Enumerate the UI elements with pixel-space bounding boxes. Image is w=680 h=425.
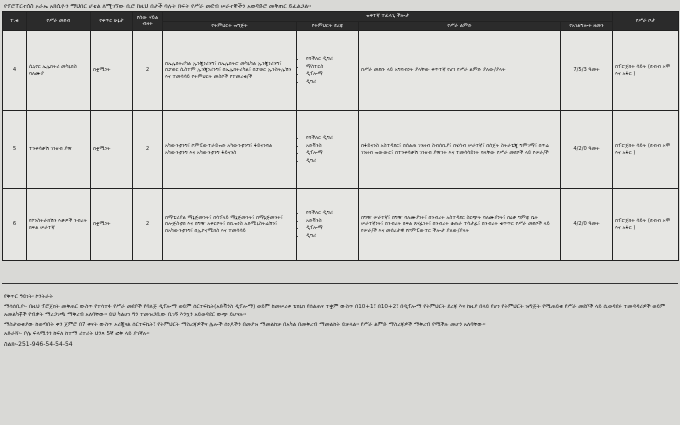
row-location: በፕሮጀክት ሳይት (ደብብ ኦሞ እና አፋር ): [613, 31, 679, 111]
header-education: የትምህርት ዝግጅት: [163, 21, 297, 31]
row-education: በኤሌክትሪካል ኢንጂነሪንግ፣ በኤሌክትሮ መካኒካል ኢንጂነሪንግ፣ በፓወር ሲስተም ኢንጂነሪንግ፣ በኤሌክትሪካል፣ በፓወር ኢንስትሌሽን እና ተመሳሳይ የትምህርት መስኮች የተመረቁ/ች: [163, 31, 297, 111]
header-qty: የሰው ሃይል ብዛት: [133, 12, 163, 31]
row-experience: 4/2/0 ዓመት: [561, 111, 613, 189]
level-item: • የባችለር ዲግሪ: [306, 56, 356, 63]
header-requirements: ዝቅተኛ ተፈላጊ ችሎታ: [163, 12, 613, 22]
row-levels: [297, 31, 359, 111]
row-levels: [297, 189, 359, 261]
row-position: ሲኒየር ኤሌክትሪ መካኒክስ ባለሙያ: [27, 31, 91, 111]
header-experience: የአገልግሎት ዘመን: [561, 21, 613, 31]
requirement-note: ማሳሰቢያ፡- በዚህ ፕሮጀክት መቅጠር ውስጥ የተሳተፉ የሥራ መደቦች የባለጅ ዲፕሎማ ወይም ሰርተፍኬት(አድቫንስ ዲፕሎማ) ወይም ከመሠረቱ ቴክኒክ የሰልጠና ተቋም ውስጥ በ10+1፣ በ10+2፣ በዲፕሎማ የትምህርት ደረጃ እና ከዚያ በላይ የሆነ የትምህርት ዝግጅት የሚጠይቁ የሥራ መደቦች ላይ ሲወዳደሩ ተመዳዳሪዎች ወይም አመልካቾች የብቃት ማረጋገጫ ማቅረብ አለባቸው፡፡ ይህ ካልሆነ ግን ተመዝጋቢው ቢገኝ እንኳን አይወዳደር ውጭ ይሆናሉ፡፡: [4, 303, 666, 319]
level-item: • አድቫንስ: [306, 143, 356, 150]
header-level: የትምህርት ደረጃ: [297, 21, 359, 31]
row-experience: 7/5/3 ዓመት: [561, 31, 613, 111]
row-number: 4: [3, 31, 27, 111]
row-employment: በቋሚነት: [91, 31, 133, 111]
level-item: • ዲፕሎማ: [306, 150, 356, 157]
row-qty: 2: [133, 189, 163, 261]
level-item: • ዲግሪ: [306, 79, 356, 86]
row-employment: በቋሚነት: [91, 111, 133, 189]
level-item: • አድቫንስ: [306, 218, 356, 225]
table-row: [3, 31, 679, 111]
vacancy-table: [2, 11, 679, 261]
header-employment: የቅጥር ሁኔታ: [91, 12, 133, 31]
row-location: በፕሮጀክት ሳይት (ደብብ ኦሞ እና አፋር ): [613, 111, 679, 189]
level-item: • የባችለር ዲግሪ: [306, 135, 356, 142]
employment-type-note: የቅጥር ዓይነት፡ ኮንትራት: [4, 294, 54, 300]
level-item: • ዲፕሎማ: [306, 71, 356, 78]
row-position: የኮንስትራክሽን እቃዎች ንብረት ክፍል ሠራተኛ: [27, 189, 91, 261]
level-item: • ማስተርስ: [306, 64, 356, 71]
row-employment: በቋሚነት: [91, 189, 133, 261]
header-position: የሥራ መደብ: [27, 12, 91, 31]
row-education: በማቴሪያል ማኔጅመንት፣ በሳፕላይ ማኔጅመንት፣ በማኔጅመንት፣ በሎጅስቲክ እና በግዥ አቅርቦት፣ በቢዝነስ አድሚኒስትሬሽን፣ በአካውንቲንግ፣ በኢኮኖሚክስ እና ተመሳሳይ: [163, 189, 297, 261]
row-position: ተንቀሳቃሽ ገንዘብ ያዥ: [27, 111, 91, 189]
row-location: በፕሮጀክት ሳይት (ደብብ ኦሞ እና አፋር ): [613, 189, 679, 261]
divider: [2, 283, 678, 284]
level-item: • ዲግሪ: [306, 233, 356, 240]
row-experience: 4/2/0 ዓመት: [561, 189, 613, 261]
row-levels: [297, 111, 359, 189]
phone-number: ስልክ፡-251-946-54-54-54: [4, 340, 73, 348]
header-duties: የሥራ ልምድ: [359, 21, 561, 31]
level-item: • የባችለር ዲግሪ: [306, 210, 356, 217]
row-education: አካውንቲንግ፣ ኮምፒውተራይዝድ አካውንቲንግ፣ ፋይናንሻል አካውንቲንግ እና አካውንቲንግ ፋይናንስ: [163, 111, 297, 189]
level-item: • ዲግሪ: [306, 158, 356, 165]
header-no: ተ.ቁ: [3, 12, 27, 31]
intro-text: የፕሮፐርተሰስ ኦራኤ አክሲዮን ማህበር ሆቴል ለሚገኘው ቢሮ ከዚህ በታች ባሉት ክፍት የሥራ መደብ ሠራተኞችን አወዳድሮ መቅጠር ይፈልጋል፡፡: [4, 3, 311, 10]
header-location: የሥራ ቦታ: [613, 12, 679, 31]
row-qty: 2: [133, 111, 163, 189]
level-item: • ዲፕሎማ: [306, 225, 356, 232]
table-row: [3, 189, 679, 261]
address-note: አድራሻ፡- ቦሌ ፍላሚንጎ ከፍለ ከተማ ሪተሪት ህንጻ 5ኛ ፎቅ ላይ ያገኛሉ፡፡: [4, 331, 150, 338]
table-row: [3, 111, 679, 189]
row-qty: 2: [133, 31, 163, 111]
application-note: ማስታወቂያው ከወጣበት ቀን ጀምሮ በ7 ቀናት ውስጥ ኦሪጂናል ሰርተፍኬት፣ የትምህርት ማስረጃዎችና ሌሎች ሰነዶችን በመያዝ ማመልከቻ በአካል በመቅረብ ማመልከት ይቻላል፡፡ የሥራ ልምድ ማስረጃዎች ማቅረብ የሚችሉ መሆን አለባቸው፡፡: [4, 321, 486, 328]
row-number: 6: [3, 189, 27, 261]
footer-notes: [4, 293, 676, 351]
row-number: 5: [3, 111, 27, 189]
row-duties: በግዥ ሠራተኛ፣ በግዥ ባለሙያነት፣ በንብረት አስተዳደር ስርጭት ባለሙያነት፣ በዕቃ ግምጃ ቤት ሠራተኛነት፣ በንብረት ክፍል ጸሃፊነት፣ በንብረት ቆጠራ ተሳታፊ፣ በንብረት ቁጥጥር የሥራ መደቦች ላይ የሠራ/ች እና መሰረታዊ የኮምፒውተር ችሎታ ያለው/ያላት: [359, 189, 561, 261]
row-duties: በፋይናንስ አስተዳደር፣ በሰልጠ ገንዘብ ስብሰቢያ፣ በሂሳብ ሠራተኛ፣ በሰጀት ስትራቴጂ ግምገማ፣ በጥሬ ገንዘብ ዝውውር፣ በተንቀሳቃሽ ገንዘብ ያዥነት እና ተመሳሳይነት ባላቸው የሥራ መደቦች ላይ የሠራ/ች: [359, 111, 561, 189]
row-duties: በሥራ መደቡ ላይ አግባብነት ያላቸው ቀጥተኛ የሆነ የሥራ ልምድ ያለው/ያላት: [359, 31, 561, 111]
